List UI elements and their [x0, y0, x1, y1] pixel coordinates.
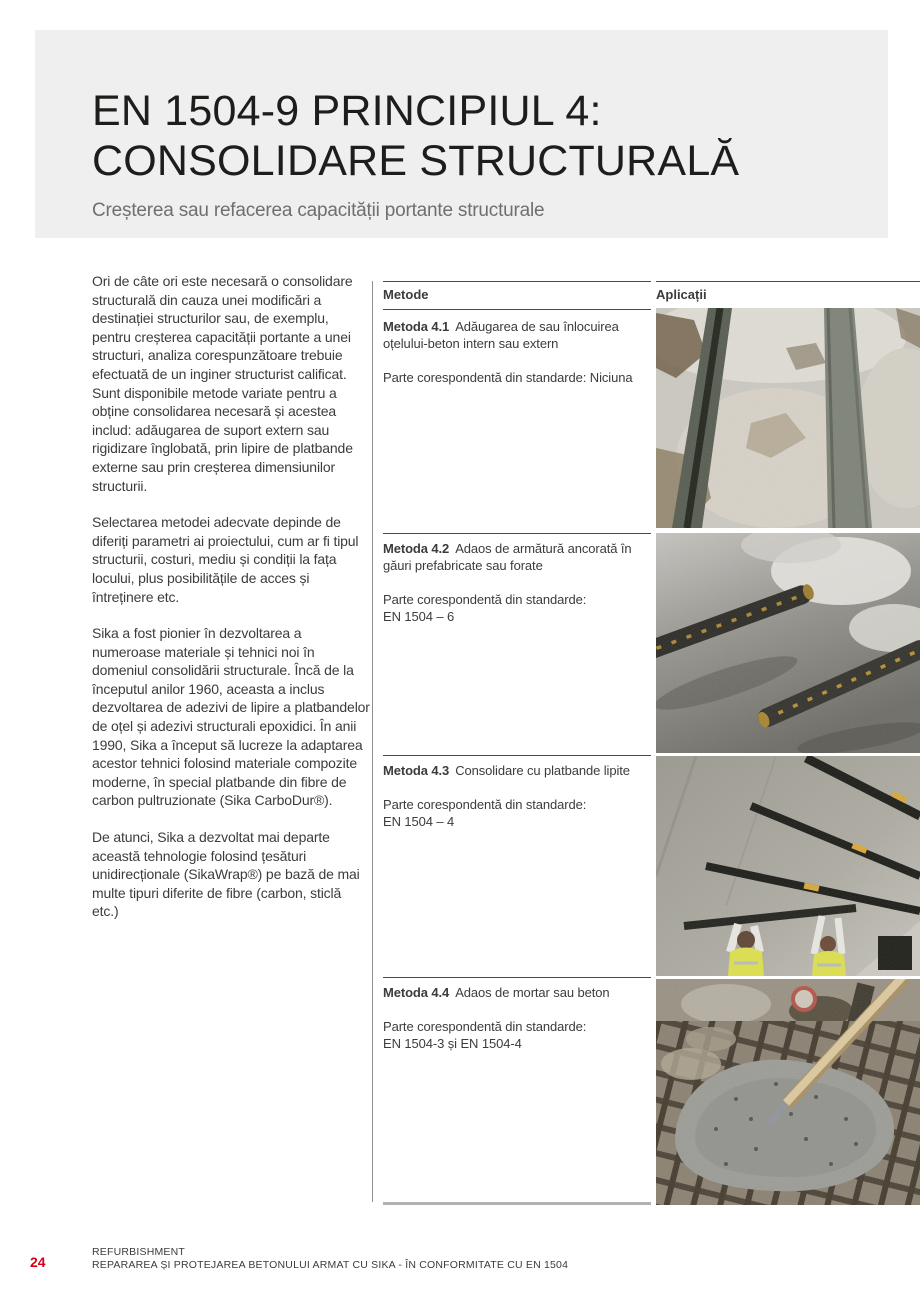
methods-column-header: Metode — [383, 287, 429, 302]
method-4-2 — [383, 540, 651, 625]
intro-paragraph-4: De atunci, Sika a dezvoltat mai departe această tehnologie folosind țesături unidirecționale (SikaWrap®) pe bază de mai multe tipuri diferite de fibre (carbon, sticlă etc.) — [92, 829, 360, 920]
page-header — [35, 30, 888, 238]
column-divider-line — [372, 281, 373, 1202]
method-4-1-text: Adăugarea de sau înlocuirea oțelului-beton intern sau extern — [383, 319, 619, 351]
method-4-4 — [383, 984, 651, 1052]
method-4-3-text: Consolidare cu platbande lipite — [455, 763, 630, 778]
standard-line: EN 1504 – 6 — [383, 609, 455, 624]
standard-line: EN 1504 – 4 — [383, 814, 455, 829]
footer-title: REPARAREA ȘI PROTEJAREA BETONULUI ARMAT CU SIKA - ÎN CONFORMITATE CU EN 1504 — [92, 1259, 569, 1271]
footer-series: REFURBISHMENT — [92, 1246, 186, 1258]
photo-method-4-4 — [656, 979, 920, 1205]
page-title — [92, 86, 739, 186]
method-4-2-rule — [383, 533, 651, 534]
methods-bottom-rule — [383, 1202, 651, 1205]
photo-method-4-2 — [656, 533, 920, 753]
method-4-4-text: Adaos de mortar sau beton — [455, 985, 610, 1000]
methods-header-rule — [383, 309, 651, 310]
method-4-3-rule — [383, 755, 651, 756]
method-4-3 — [383, 762, 651, 830]
standard-line: Parte corespondentă din standarde: — [383, 592, 587, 607]
method-4-4-title — [383, 984, 651, 1001]
method-4-2-title — [383, 540, 651, 574]
standard-line: Parte corespondentă din standarde: — [383, 797, 587, 812]
photo-method-4-1 — [656, 308, 920, 528]
standard-line: EN 1504-3 și EN 1504-4 — [383, 1036, 522, 1051]
method-4-1-label: Metoda 4.1 — [383, 319, 450, 334]
method-4-2-label: Metoda 4.2 — [383, 541, 450, 556]
page-number: 24 — [30, 1254, 46, 1270]
intro-paragraph-1: Ori de câte ori este necesară o consolidare structurală din cauza unei modificări a destinației structurilor sau, de exemplu, pentru creșterea capacității portante a unei structuri, analiza corespunzătoare trebuie efectuată de un inginer structurist calificat. Sunt disponibile metode variate pentru a obține consolidarea necesară și acestea includ: adăugarea de suport extern sau rigidizare înglobată, prin lipire de platbande externe sau prin creșterea dimensiunilor structurii. — [92, 273, 353, 494]
photo-method-4-3 — [656, 756, 920, 976]
page-title-line2: CONSOLIDARE STRUCTURALĂ — [92, 137, 740, 185]
method-4-4-standard — [383, 1018, 651, 1052]
intro-text-column — [92, 272, 370, 939]
page-title-line1: EN 1504-9 PRINCIPIUL 4: — [92, 87, 602, 135]
method-4-2-standard — [383, 591, 651, 625]
applications-column-header: Aplicații — [656, 287, 707, 302]
method-4-1-standard — [383, 369, 651, 386]
intro-paragraph-2: Selectarea metodei adecvate depinde de diferiți parametri ai proiectului, cum ar fi tipul structurii, costuri, mediu și condiții la fața locului, plus posibilitățile de acces și întreținere etc. — [92, 514, 359, 605]
method-4-3-label: Metoda 4.3 — [383, 763, 450, 778]
methods-top-rule — [383, 281, 651, 282]
method-4-2-text: Adaos de armătură ancorată în găuri prefabricate sau forate — [383, 541, 632, 573]
method-4-4-label: Metoda 4.4 — [383, 985, 450, 1000]
standard-line: Parte corespondentă din standarde: — [383, 1019, 587, 1034]
method-4-1 — [383, 318, 651, 386]
method-4-1-title — [383, 318, 651, 352]
page-subtitle: Creșterea sau refacerea capacității portante structurale — [92, 200, 545, 221]
method-4-3-title — [383, 762, 651, 779]
method-4-3-standard — [383, 796, 651, 830]
standard-line: Parte corespondentă din standarde: Niciuna — [383, 370, 633, 385]
applications-top-rule — [656, 281, 920, 282]
method-4-4-rule — [383, 977, 651, 978]
intro-paragraph-3: Sika a fost pionier în dezvoltarea a numeroase materiale și tehnici noi în domeniul consolidării structurale. Încă de la începutul anilor 1960, aceasta a inclus dezvoltarea de adezivi de lipire a platbandelor de oțel și adezivi structurali epoxidici. În anii 1990, Sika a început să lucreze la adaptarea acestor tehnici folosind materiale compozite moderne, în special platbande din fibre de carbon pultruzionate (Sika CarboDur®). — [92, 625, 370, 809]
footer-text — [92, 1246, 568, 1272]
